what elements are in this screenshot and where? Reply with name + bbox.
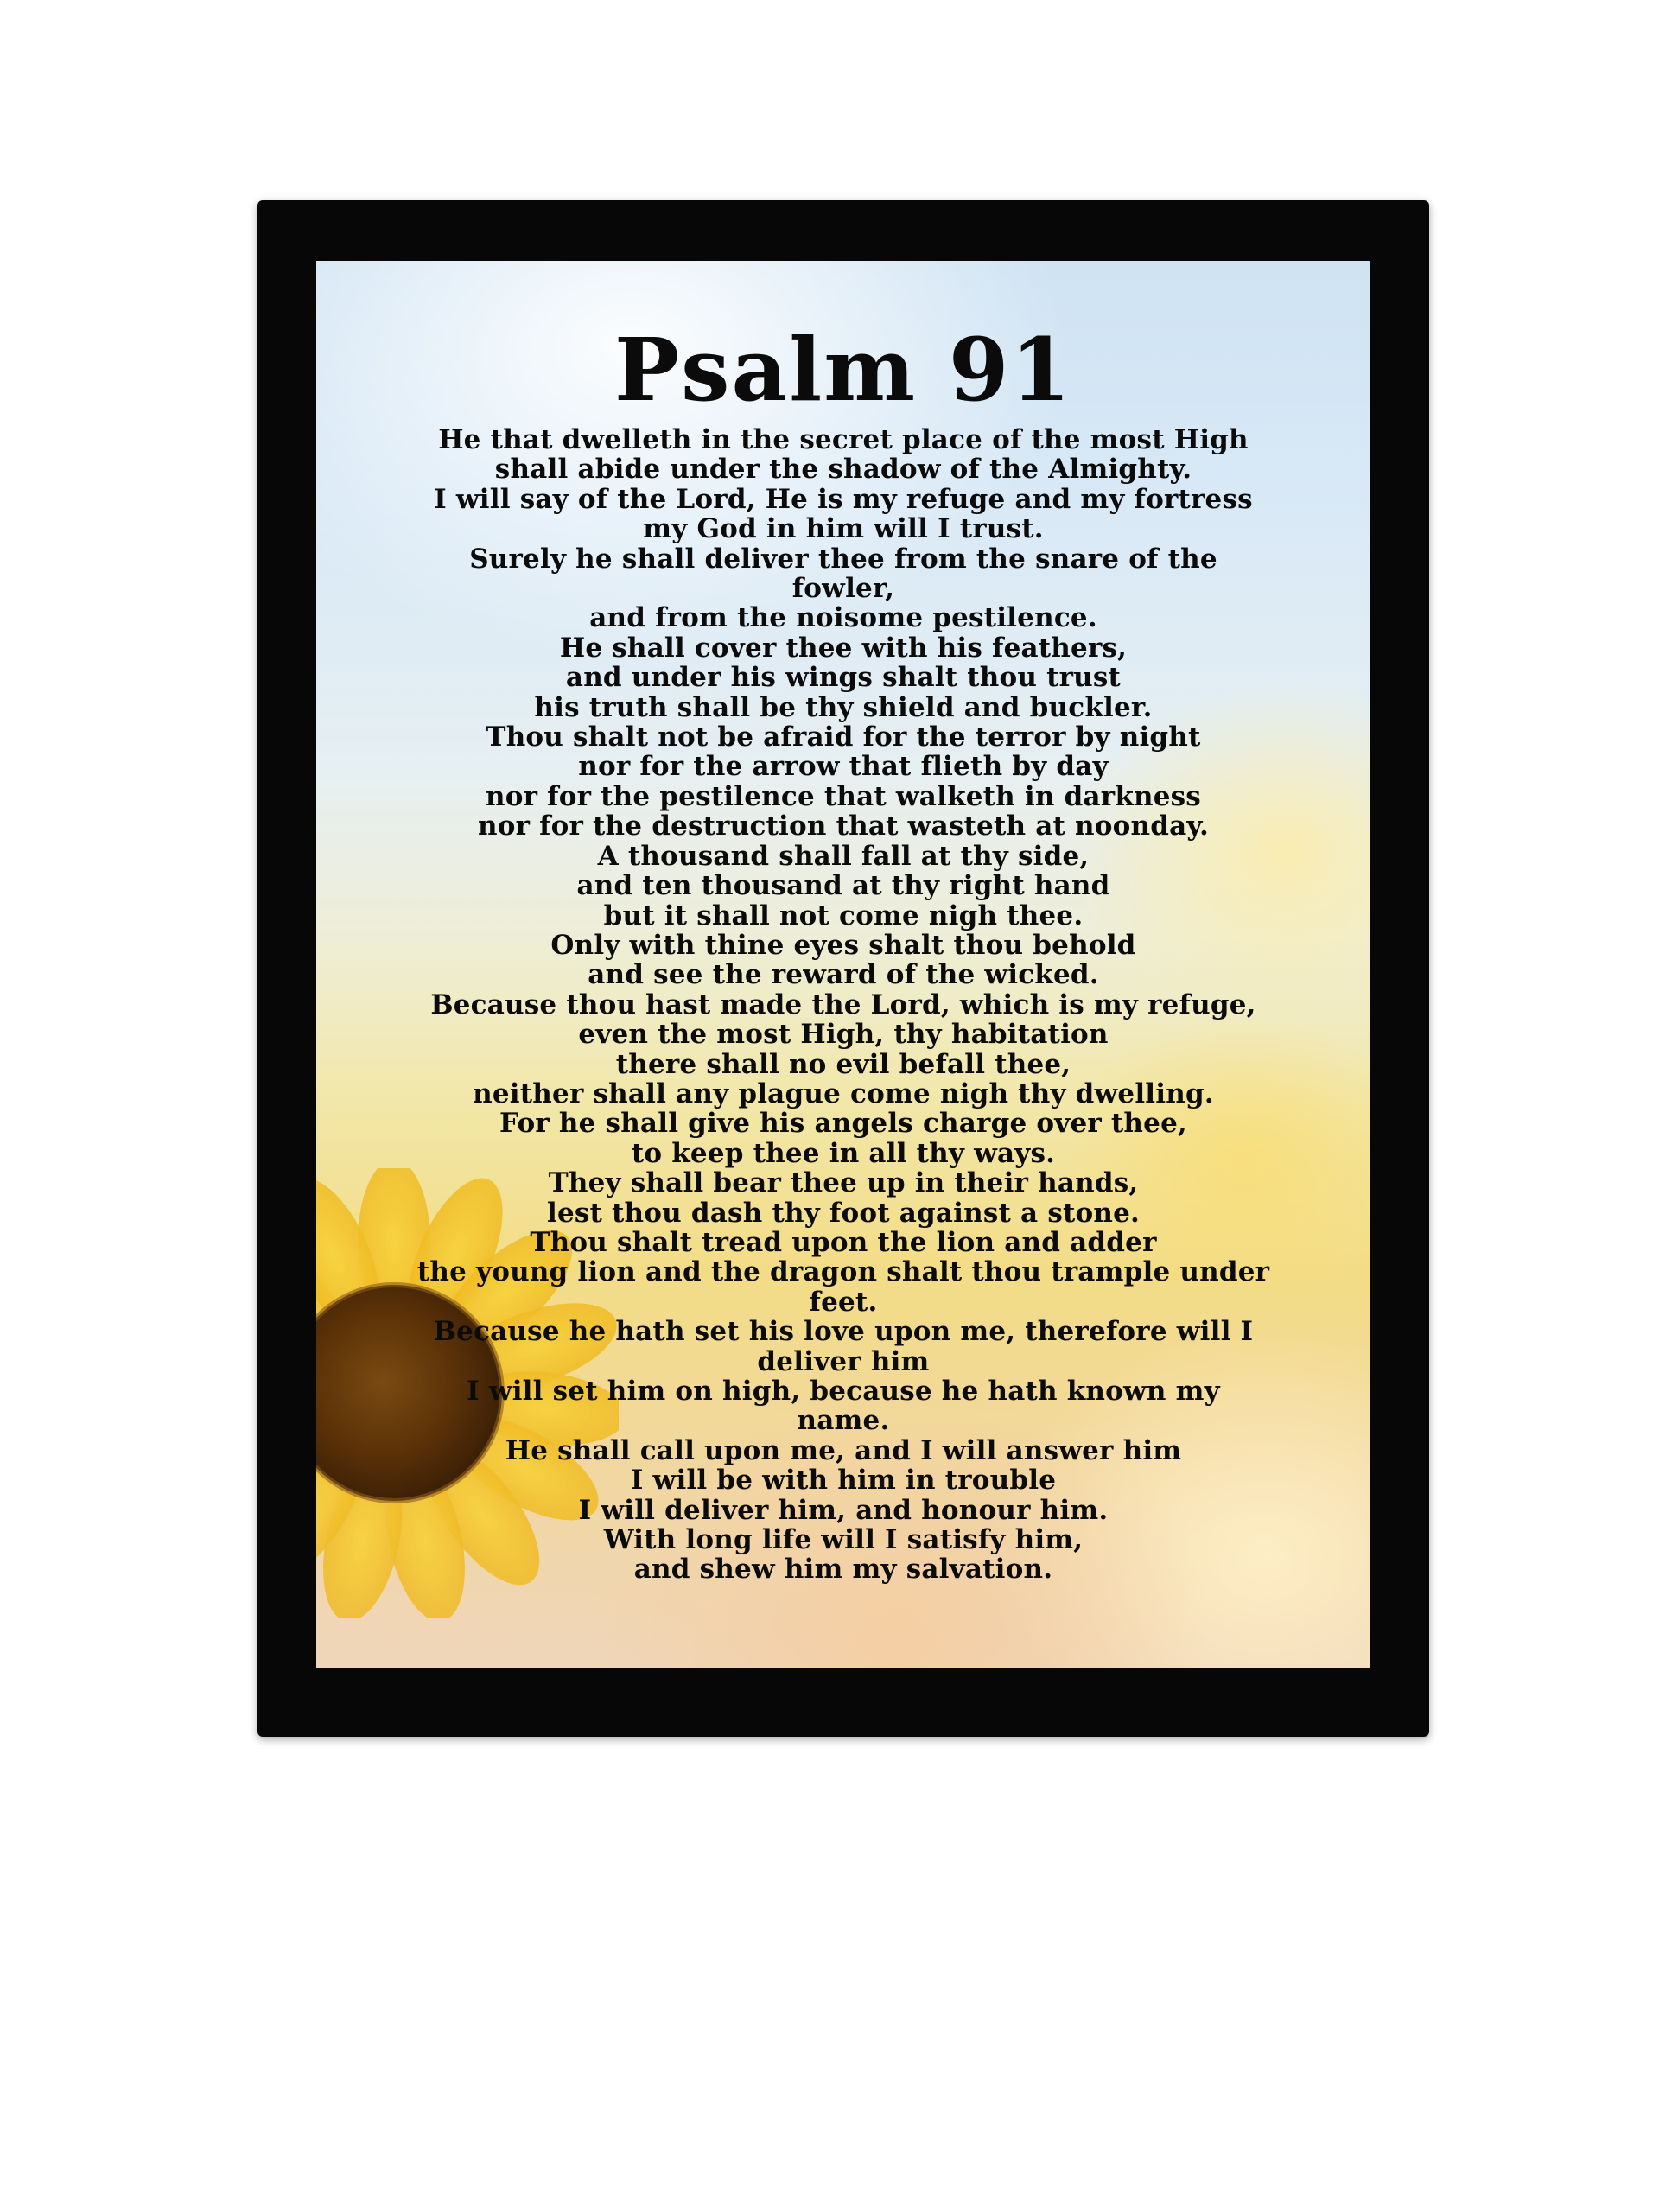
verse-line: deliver him: [757, 1345, 930, 1377]
verse-line: He that dwelleth in the secret place of the most High: [438, 424, 1249, 455]
verse-line: Because he hath set his love upon me, therefore will I: [433, 1316, 1254, 1348]
verse-line: the young lion and the dragon shalt thou trample under: [416, 1256, 1270, 1288]
verse-line: fowler,: [791, 573, 895, 605]
verse-line: and from the noisome pestilence.: [589, 602, 1097, 634]
verse-line: I will be with him in trouble: [630, 1465, 1057, 1497]
verse-line: A thousand shall fall at thy side,: [597, 840, 1090, 872]
verse-line: his truth shall be thy shield and buckler.: [534, 691, 1153, 723]
verse-line: Thou shalt not be afraid for the terror by night: [486, 721, 1201, 753]
verse-line: name.: [797, 1405, 890, 1437]
verse-line: Surely he shall deliver thee from the snare of the: [469, 543, 1217, 575]
verse-line: and ten thousand at thy right hand: [576, 870, 1110, 902]
verse-line: my God in him will I trust.: [643, 513, 1044, 545]
psalm-title: Psalm 91: [613, 319, 1073, 421]
verse-line: For he shall give his angels charge over thee,: [499, 1108, 1188, 1140]
verse-line: I will say of the Lord, He is my refuge and my fortress: [434, 483, 1253, 515]
verse-line: neither shall any plague come nigh thy dwelling.: [473, 1077, 1214, 1109]
verse-line: lest thou dash thy foot against a stone.: [546, 1197, 1141, 1229]
verse-line: Because thou hast made the Lord, which is my refuge,: [430, 988, 1256, 1020]
verse-line: nor for the pestilence that walketh in darkness: [486, 780, 1201, 812]
verse-line: but it shall not come nigh thee.: [603, 899, 1084, 931]
psalm-text-block: [316, 320, 1370, 1585]
plaque-frame: [257, 200, 1429, 1737]
verse-line: They shall bear thee up in their hands,: [548, 1167, 1139, 1199]
verse-line: and under his wings shalt thou trust: [565, 662, 1122, 694]
verse-line: feet.: [809, 1286, 878, 1318]
verse-line: Only with thine eyes shalt thou behold: [550, 929, 1136, 961]
verse-line: shall abide under the shadow of the Almighty.: [494, 454, 1192, 486]
verse-line: I will deliver him, and honour him.: [578, 1494, 1109, 1526]
verse-line: I will set him on high, because he hath known my: [467, 1376, 1220, 1407]
verse-line: Thou shalt tread upon the lion and adder: [530, 1226, 1157, 1258]
plaque-panel: [316, 261, 1370, 1668]
verse-line: and see the reward of the wicked.: [588, 959, 1099, 991]
verse-line: and shew him my salvation.: [633, 1554, 1053, 1586]
verse-line: to keep thee in all thy ways.: [631, 1137, 1056, 1169]
verse-line: With long life will I satisfy him,: [603, 1524, 1084, 1556]
verse-line: nor for the destruction that wasteth at noonday.: [477, 810, 1210, 842]
verse-line: even the most High, thy habitation: [578, 1019, 1109, 1051]
verse-line: there shall no evil befall thee,: [615, 1048, 1071, 1080]
verse-line: He shall call upon me, and I will answer him: [505, 1434, 1182, 1466]
verse-line: nor for the arrow that flieth by day: [578, 751, 1109, 783]
verse-line: He shall cover thee with his feathers,: [559, 632, 1128, 664]
